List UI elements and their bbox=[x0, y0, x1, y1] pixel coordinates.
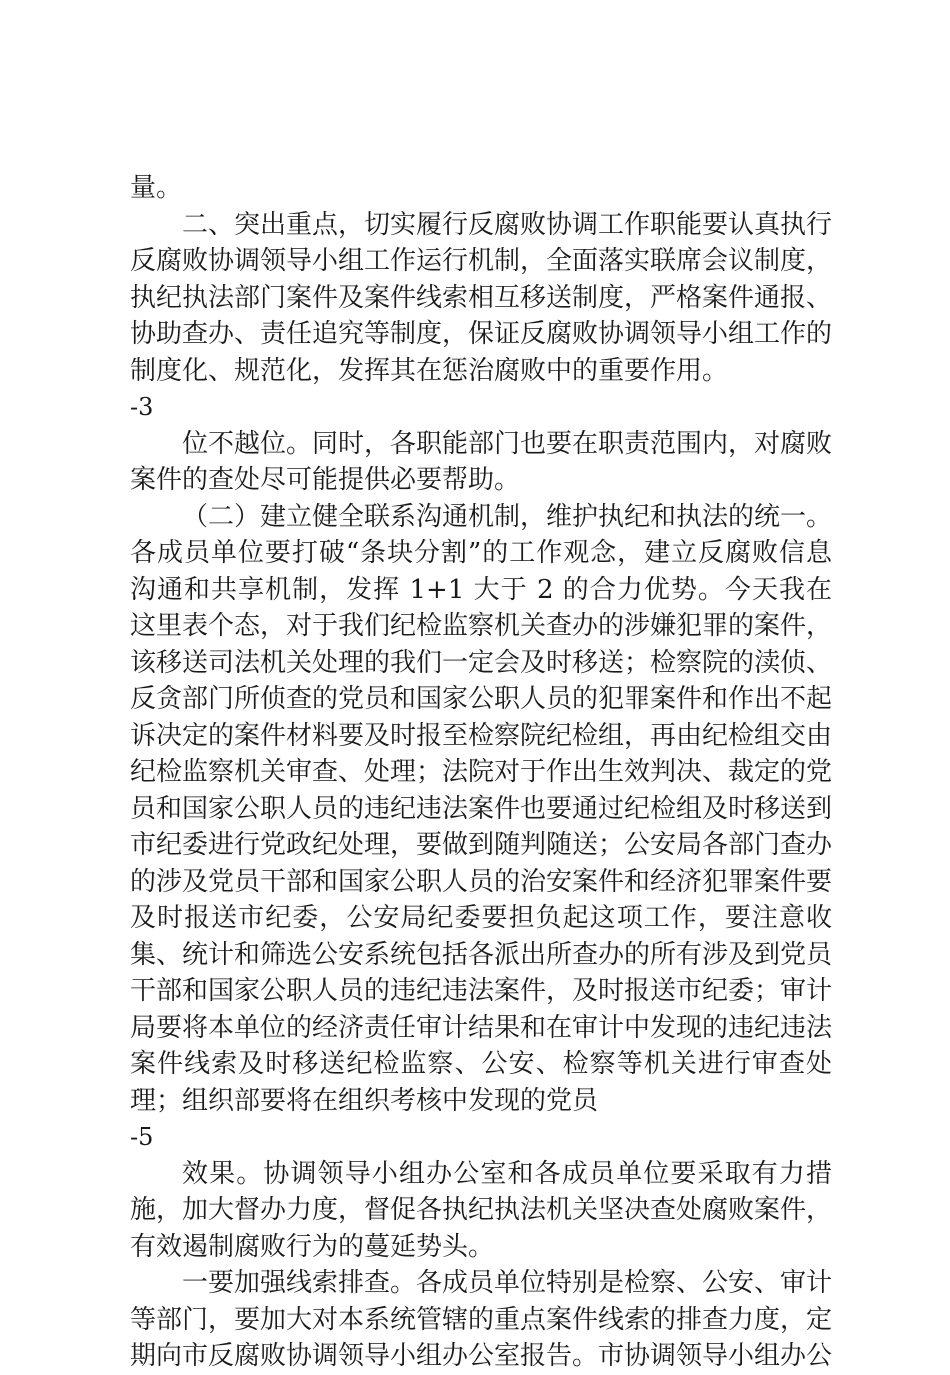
paragraph-effect: 效果。协调领导小组办公室和各成员单位要采取有力措施，加大督办力度，督促各执纪执法机关坚决查处腐败案件，有效遏制腐败行为的蔓延势头。 bbox=[130, 1158, 833, 1262]
page-number-marker: -5 bbox=[130, 1123, 154, 1151]
document-body bbox=[130, 170, 832, 1375]
paragraph-communication-mechanism: （二）建立健全联系沟通机制，维护执纪和执法的统一。各成员单位要打破“条块分割”的工作观念，建立反腐败信息沟通和共享机制，发挥 1+1 大于 2 的合力优势。今天我在这里表个态，对于我们纪检监察机关查办的涉嫌犯罪的案件，该移送司法机关处理的我们一定会及时移送；检察院的渎侦、反贪部门所侦查的党员和国家公职人员的犯罪案件和作出不起诉决定的案件材料要及时报至检察院纪检组，再由纪检组交由纪检监察机关审查、处理；法院对于作出生效判决、裁定的党员和国家公职人员的违纪违法案件也要通过纪检组及时移送到市纪委进行党政纪处理，要做到随判随送；公安局各部门查办的涉及党员干部和国家公职人员的治安案件和经济犯罪案件要及时报送市纪委，公安局纪委要担负起这项工作，要注意收集、统计和筛选公安系统包括各派出所查办的所有涉及到党员干部和国家公职人员的违纪违法案件，及时报送市纪委；审计局要将本单位的经济责任审计结果和在审计中发现的违纪违法案件线索及时移送纪检监察、公安、检察等机关进行审查处理；组织部要将在组织考核中发现的党员 bbox=[130, 501, 833, 1116]
page-number-marker: -3 bbox=[130, 393, 154, 421]
paragraph-position: 位不越位。同时，各职能部门也要在职责范围内，对腐败案件的查处尽可能提供必要帮助。 bbox=[130, 428, 833, 495]
paragraph-section-two: 二、突出重点，切实履行反腐败协调工作职能要认真执行反腐败协调领导小组工作运行机制，全面落实联席会议制度，执纪执法部门案件及案件线索相互移送制度，严格案件通报、协助查办、责任追究等制度，保证反腐败协调领导小组工作的制度化、规范化，发挥其在惩治腐败中的重要作用。 bbox=[130, 209, 833, 386]
paragraph-clue-screening: 一要加强线索排查。各成员单位特别是检察、公安、审计等部门，要加大对本系统管辖的重点案件线索的排查力度，定期向市反腐败协调领导小组办公室报告。市协调领导小组办公 bbox=[130, 1268, 833, 1371]
paragraph-continuation: 量。 bbox=[130, 173, 183, 203]
